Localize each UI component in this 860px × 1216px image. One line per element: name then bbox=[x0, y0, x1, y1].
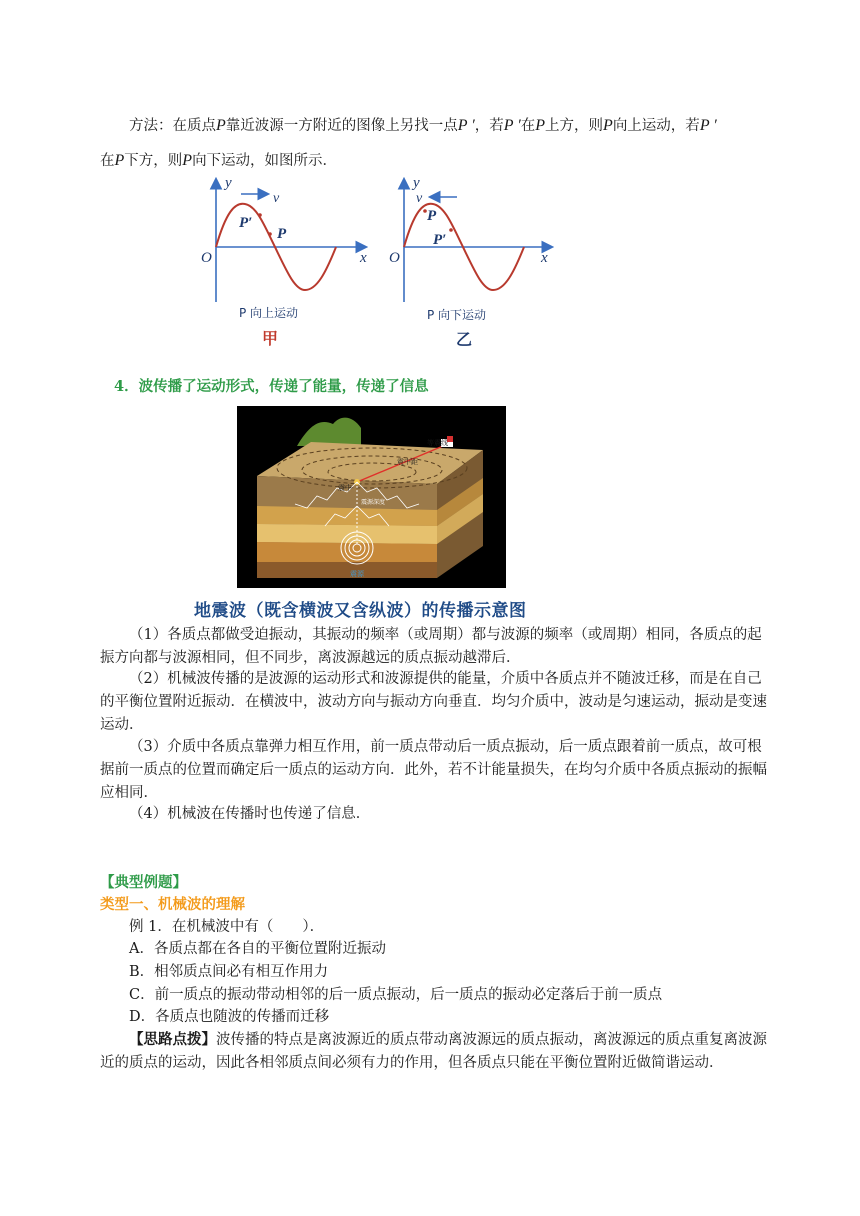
wave-figure-jia bbox=[195, 172, 375, 352]
figure-label: 乙 bbox=[456, 330, 473, 349]
examples-heading: 【典型例题】 bbox=[100, 874, 187, 891]
hint-label: 【思路点拨】 bbox=[129, 1031, 216, 1048]
p-prime-label: P′ bbox=[239, 215, 253, 231]
p-prime-label: P′ bbox=[433, 232, 447, 248]
x-label: x bbox=[541, 250, 548, 266]
label-epicentral-distance: 震中距 bbox=[397, 458, 418, 466]
figure-label: 甲 bbox=[262, 329, 279, 348]
paragraph-1: （1）各质点都做受迫振动，其振动的频率（或周期）都与波源的频率（或周期）相同，各质点的起振方向都与波源相同，但不同步，离波源越远的质点振动越滞后． bbox=[100, 627, 762, 666]
paragraph-2: （2）机械波传播的是波源的运动形式和波源提供的能量，介质中各质点并不随波迁移，而是在自己的平衡位置附近振动．在横波中，波动方向与振动方向垂直．均匀介质中，波动是匀速运动，振动是变速运动． bbox=[100, 671, 767, 733]
v-label: v bbox=[416, 191, 423, 206]
method-line-2: 在P下方，则P向下运动，如图所示． bbox=[100, 152, 338, 169]
figure-caption: P 向上运动 bbox=[239, 306, 299, 320]
y-label: y bbox=[413, 175, 420, 191]
wave-figure-yi bbox=[383, 172, 563, 352]
p-label: P bbox=[427, 208, 437, 224]
x-label: x bbox=[360, 250, 367, 266]
paragraph-4: （4）机械波在传播时也传递了信息． bbox=[129, 806, 371, 822]
point-p-prime bbox=[258, 213, 262, 217]
hint-paragraph bbox=[100, 1028, 770, 1075]
option-c: C．前一质点的振动带动相邻的后一质点振动，后一质点的振动必定落后于前一质点 bbox=[129, 987, 663, 1003]
label-focus: 震源 bbox=[350, 570, 364, 578]
y-label: y bbox=[225, 175, 232, 191]
origin-label: O bbox=[201, 250, 212, 266]
earthquake-illustration bbox=[237, 406, 506, 588]
section-4-heading: 4．波传播了运动形式，传递了能量，传递了信息 bbox=[114, 378, 429, 395]
label-focal-depth: 震源深度 bbox=[361, 499, 386, 506]
figure-caption: P 向下运动 bbox=[427, 308, 487, 322]
method-line-1: 方法：在质点P靠近波源一方附近的图像上另找一点P ′，若P ′在P上方，则P向上运动，若P ′ bbox=[129, 117, 717, 134]
option-d: D．各质点也随波的传播而迁移 bbox=[129, 1009, 330, 1025]
p-label: P bbox=[277, 226, 287, 242]
paragraph-3: （3）介质中各质点靠弹力相互作用，前一质点带动后一质点振动，后一质点跟着前一质点，故可根据前一质点的位置而确定后一质点的运动方向．此外，若不计能量损失，在均匀介质中各质点振动的振幅应相同． bbox=[100, 739, 767, 801]
label-epicenter: 震中 bbox=[338, 484, 352, 492]
example-1-stem: 例 1．在机械波中有（ ）． bbox=[129, 919, 325, 935]
option-a: A．各质点都在各自的平衡位置附近振动 bbox=[129, 941, 386, 957]
v-label: v bbox=[273, 191, 280, 206]
point-p-prime bbox=[449, 228, 453, 232]
label-isoseismal: 等震线 bbox=[427, 439, 448, 447]
option-b: B．相邻质点间必有相互作用力 bbox=[129, 964, 329, 980]
point-p bbox=[268, 232, 272, 236]
origin-label: O bbox=[389, 250, 400, 266]
earthquake-caption: 地震波（既含横波又含纵波）的传播示意图 bbox=[194, 601, 527, 621]
type-1-heading: 类型一、机械波的理解 bbox=[100, 896, 245, 913]
hint-text: 波传播的特点是离波源近的质点带动离波源远的质点振动，离波源远的质点重复离波源近的质点的运动，因此各相邻质点间必须有力的作用，但各质点只能在平衡位置附近做简谐运动． bbox=[100, 1032, 767, 1071]
